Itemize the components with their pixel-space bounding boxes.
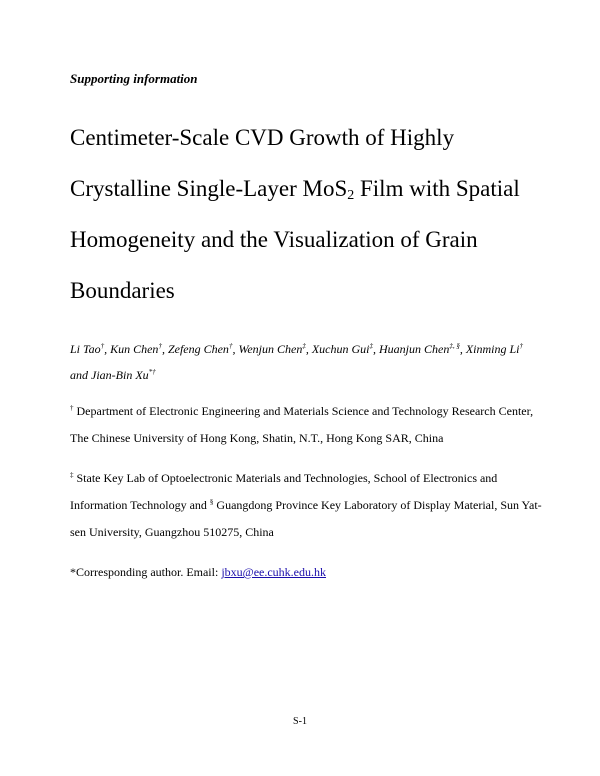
author-mark: † xyxy=(228,342,233,350)
author-name: Zefeng Chen xyxy=(167,342,229,356)
affiliation-text: Guangdong Province Key Laboratory of Display Material, Sun Yat-sen University, Guangzhou 510275, China xyxy=(70,498,542,539)
author-separator: , xyxy=(161,342,168,356)
paper-title xyxy=(70,112,570,316)
corresponding-author xyxy=(70,559,326,586)
author-list xyxy=(70,336,540,388)
author-mark: † xyxy=(519,342,523,350)
affiliation-mark: ‡ xyxy=(70,471,74,479)
author-mark: † xyxy=(158,342,162,350)
supporting-info-label: Supporting information xyxy=(70,71,198,86)
author-conjunction: and xyxy=(70,368,91,382)
title-line-3: Homogeneity and the Visualization of Grain xyxy=(70,227,478,252)
author-name: Xinming Li xyxy=(465,342,520,356)
affiliation-mark: † xyxy=(70,404,74,412)
page-number: S-1 xyxy=(293,716,307,727)
author-mark: † xyxy=(100,342,105,350)
title-line-4: Boundaries xyxy=(70,278,175,303)
title-line-2 xyxy=(70,163,570,214)
author-name: Li Tao xyxy=(70,342,101,356)
corresponding-label: *Corresponding author. Email: xyxy=(70,565,222,579)
author-separator: , xyxy=(305,342,312,356)
author-name: Huanjun Chen xyxy=(378,342,450,356)
title-subscript: 2 xyxy=(347,188,355,203)
author-separator: , xyxy=(459,342,466,356)
affiliation-cuhk xyxy=(70,398,550,452)
author-name: Jian-Bin Xu xyxy=(91,368,149,382)
affiliation-sysu xyxy=(70,465,550,546)
author-name: Wenjun Chen xyxy=(238,342,303,356)
title-line-2-b: Film with Spatial xyxy=(354,176,520,201)
affiliation-mark: § xyxy=(209,498,214,506)
author-name: Xuchun Gui xyxy=(311,342,370,356)
author-separator: , xyxy=(232,342,239,356)
affiliation-text: Department of Electronic Engineering and Materials Science and Technology Research Center, The Chinese University of Hong Kong, Shatin, N.T., Hong Kong SAR, China xyxy=(70,404,534,445)
author-name: Kun Chen xyxy=(110,342,159,356)
title-line-1: Centimeter-Scale CVD Growth of Highly xyxy=(70,125,455,150)
author-mark: ‡ xyxy=(369,342,373,350)
title-line-2-a: Crystalline Single-Layer MoS xyxy=(70,176,348,201)
author-mark: *† xyxy=(148,368,156,376)
author-separator: , xyxy=(104,342,111,356)
author-mark: ‡ xyxy=(302,342,306,350)
email-link[interactable]: jbxu@ee.cuhk.edu.hk xyxy=(221,565,327,579)
author-separator: , xyxy=(372,342,379,356)
affiliation-text: State Key Lab of Optoelectronic Materials and Technologies, School of Electronics and Information Technology and xyxy=(70,471,498,512)
author-mark: ‡, § xyxy=(449,342,460,350)
